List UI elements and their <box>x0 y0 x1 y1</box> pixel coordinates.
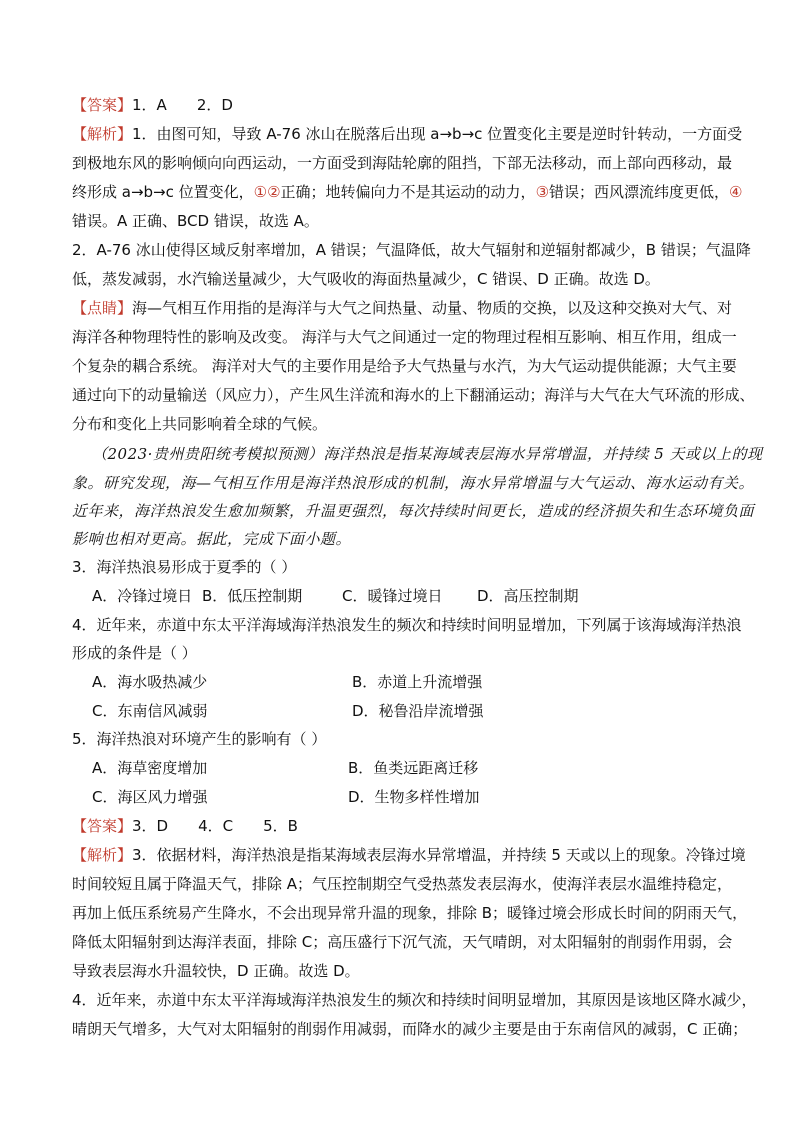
point-text: 通过向下的动量输送（风应力），产生风生洋流和海水的上下翻涌运动；海洋与大气在大气环流的形成、 <box>72 386 755 404</box>
analysis-text: 导致表层海水升温较快，D 正确。故选 D。 <box>72 962 360 980</box>
answer-tag: 【答案】 <box>72 96 133 114</box>
point-text: 海—气相互作用指的是海洋与大气之间热量、动量、物质的交换，以及这种交换对大气、对 <box>132 299 733 317</box>
point-tag: 【点睛】 <box>72 299 133 317</box>
option-c: C．海区风力增强 <box>92 788 208 806</box>
question-4-stem <box>72 614 742 636</box>
material-text: 近年来，海洋热浪发生愈加频繁，升温更强烈，每次持续时间更长，造成的经济损失和生态环境负面 <box>72 502 755 520</box>
analysis-text: 时间较短且属于降温天气，排除 A；气压控制期空气受热蒸发表层海水，使海洋表层水温维持稳定， <box>72 875 733 893</box>
answer-text: 3．D 4．C 5．B <box>132 817 298 835</box>
analysis-line <box>72 123 743 145</box>
analysis-text: 错误；西风漂流纬度更低， <box>549 183 730 201</box>
answer-line-2 <box>72 815 734 837</box>
option-a: A．海水吸热减少 <box>92 673 208 691</box>
option-d: D．秘鲁沿岸流增强 <box>352 702 484 720</box>
answer-tag: 【答案】 <box>72 817 133 835</box>
option-b: B．低压控制期 <box>202 587 303 605</box>
analysis-text: 2．A-76 冰山使得区域反射率增加，A 错误；气温降低，故大气辐射和逆辐射都减少，B 错误；气温降 <box>72 241 751 259</box>
analysis-line <box>72 844 746 866</box>
question-text: 3．海洋热浪易形成于夏季的（ ） <box>72 558 297 576</box>
question-text: 形成的条件是（ ） <box>72 644 197 662</box>
material-line <box>72 472 755 494</box>
question-5-options <box>92 786 732 808</box>
analysis-tag: 【解析】 <box>72 846 133 864</box>
analysis-text: 到极地东风的影响倾向向西运动，一方面受到海陆轮廓的阻挡，下部无法移动，而上部向西移动，最 <box>72 154 733 172</box>
analysis-line <box>72 1018 748 1040</box>
analysis-text: 降低太阳辐射到达海洋表面，排除 C；高压盛行下沉气流，天气晴朗，对太阳辐射的削弱作用弱，会 <box>72 933 733 951</box>
analysis-line <box>72 902 748 924</box>
material-text: （2023·贵州贵阳统考模拟预测）海洋热浪是指某海域表层海水异常增温，并持续 5 天或以上的现 <box>92 445 763 463</box>
analysis-line <box>72 239 751 261</box>
option-d: D．生物多样性增加 <box>348 788 480 806</box>
analysis-text: 再加上低压系统易产生降水，不会出现异常升温的现象，排除 B；暖锋过境会形成长时间的阴雨天气， <box>72 904 748 922</box>
material-line <box>72 500 755 522</box>
analysis-line <box>72 931 734 953</box>
question-5-stem <box>72 728 734 750</box>
question-3-stem <box>72 556 734 578</box>
option-b: B．鱼类远距离迁移 <box>348 759 479 777</box>
point-line <box>72 355 737 377</box>
answer-text: 1．A 2．D <box>132 96 233 114</box>
question-text: 4．近年来，赤道中东太平洋海域海洋热浪发生的频次和持续时间明显增加，下列属于该海域海洋热浪 <box>72 616 742 634</box>
circled-numbers: ①② <box>253 183 281 201</box>
analysis-text: 3．依据材料，海洋热浪是指某海域表层海水异常增温，并持续 5 天或以上的现象。冷锋过境 <box>132 846 746 864</box>
analysis-line <box>72 960 734 982</box>
analysis-line <box>72 268 734 290</box>
question-5-options <box>92 757 732 779</box>
point-line <box>72 326 737 348</box>
question-text: 5．海洋热浪对环境产生的影响有（ ） <box>72 730 327 748</box>
option-d: D．高压控制期 <box>477 587 579 605</box>
option-c: C．东南信风减弱 <box>92 702 208 720</box>
analysis-text: 正确；地转偏向力不是其运动的动力， <box>280 183 536 201</box>
question-3-options <box>92 585 732 607</box>
material-line <box>72 528 734 550</box>
analysis-text: 低，蒸发减弱，水汽输送量减少，大气吸收的海面热量减少，C 错误、D 正确。故选 D。 <box>72 270 660 288</box>
point-line <box>72 384 755 406</box>
point-text: 分布和变化上共同影响着全球的气候。 <box>72 415 328 433</box>
circled-number: ③ <box>535 183 550 201</box>
question-4-options <box>92 671 732 693</box>
point-text: 个复杂的耦合系统。 海洋对大气的主要作用是给予大气热量与水汽，为大气运动提供能源；大气主要 <box>72 357 737 375</box>
analysis-line <box>72 210 734 232</box>
analysis-tag: 【解析】 <box>72 125 133 143</box>
analysis-text: 错误。A 正确、BCD 错误，故选 A。 <box>72 212 319 230</box>
analysis-line <box>72 181 743 203</box>
answer-line-1 <box>72 94 734 116</box>
option-a: A．冷锋过境日 <box>92 587 193 605</box>
option-b: B．赤道上升流增强 <box>352 673 483 691</box>
analysis-text: 终形成 a→b→c 位置变化， <box>72 183 254 201</box>
question-4-options <box>92 700 732 722</box>
option-c: C．暖锋过境日 <box>342 587 443 605</box>
analysis-text: 4．近年来，赤道中东太平洋海域海洋热浪发生的频次和持续时间明显增加，其原因是该地区降水减少， <box>72 991 757 1009</box>
analysis-text: 晴朗天气增多，大气对太阳辐射的削弱作用减弱，而降水的减少主要是由于东南信风的减弱，C 正确； <box>72 1020 748 1038</box>
question-4-stem <box>72 642 734 664</box>
analysis-line <box>72 989 757 1011</box>
circled-number: ④ <box>729 183 743 201</box>
option-a: A．海草密度增加 <box>92 759 208 777</box>
point-line <box>72 413 734 435</box>
point-text: 海洋各种物理特性的影响及改变。 海洋与大气之间通过一定的物理过程相互影响、相互作用，组成一 <box>72 328 737 346</box>
analysis-line <box>72 873 734 895</box>
material-text: 影响也相对更高。据此，完成下面小题。 <box>72 530 352 548</box>
material-text: 象。研究发现，海—气相互作用是海洋热浪形成的机制，海水异常增温与大气运动、海水运动有关。 <box>72 474 755 492</box>
point-line <box>72 297 734 319</box>
material-line <box>92 443 763 465</box>
analysis-line <box>72 152 734 174</box>
analysis-text: 1．由图可知，导致 A-76 冰山在脱落后出现 a→b→c 位置变化主要是逆时针转动，一方面受 <box>132 125 743 143</box>
